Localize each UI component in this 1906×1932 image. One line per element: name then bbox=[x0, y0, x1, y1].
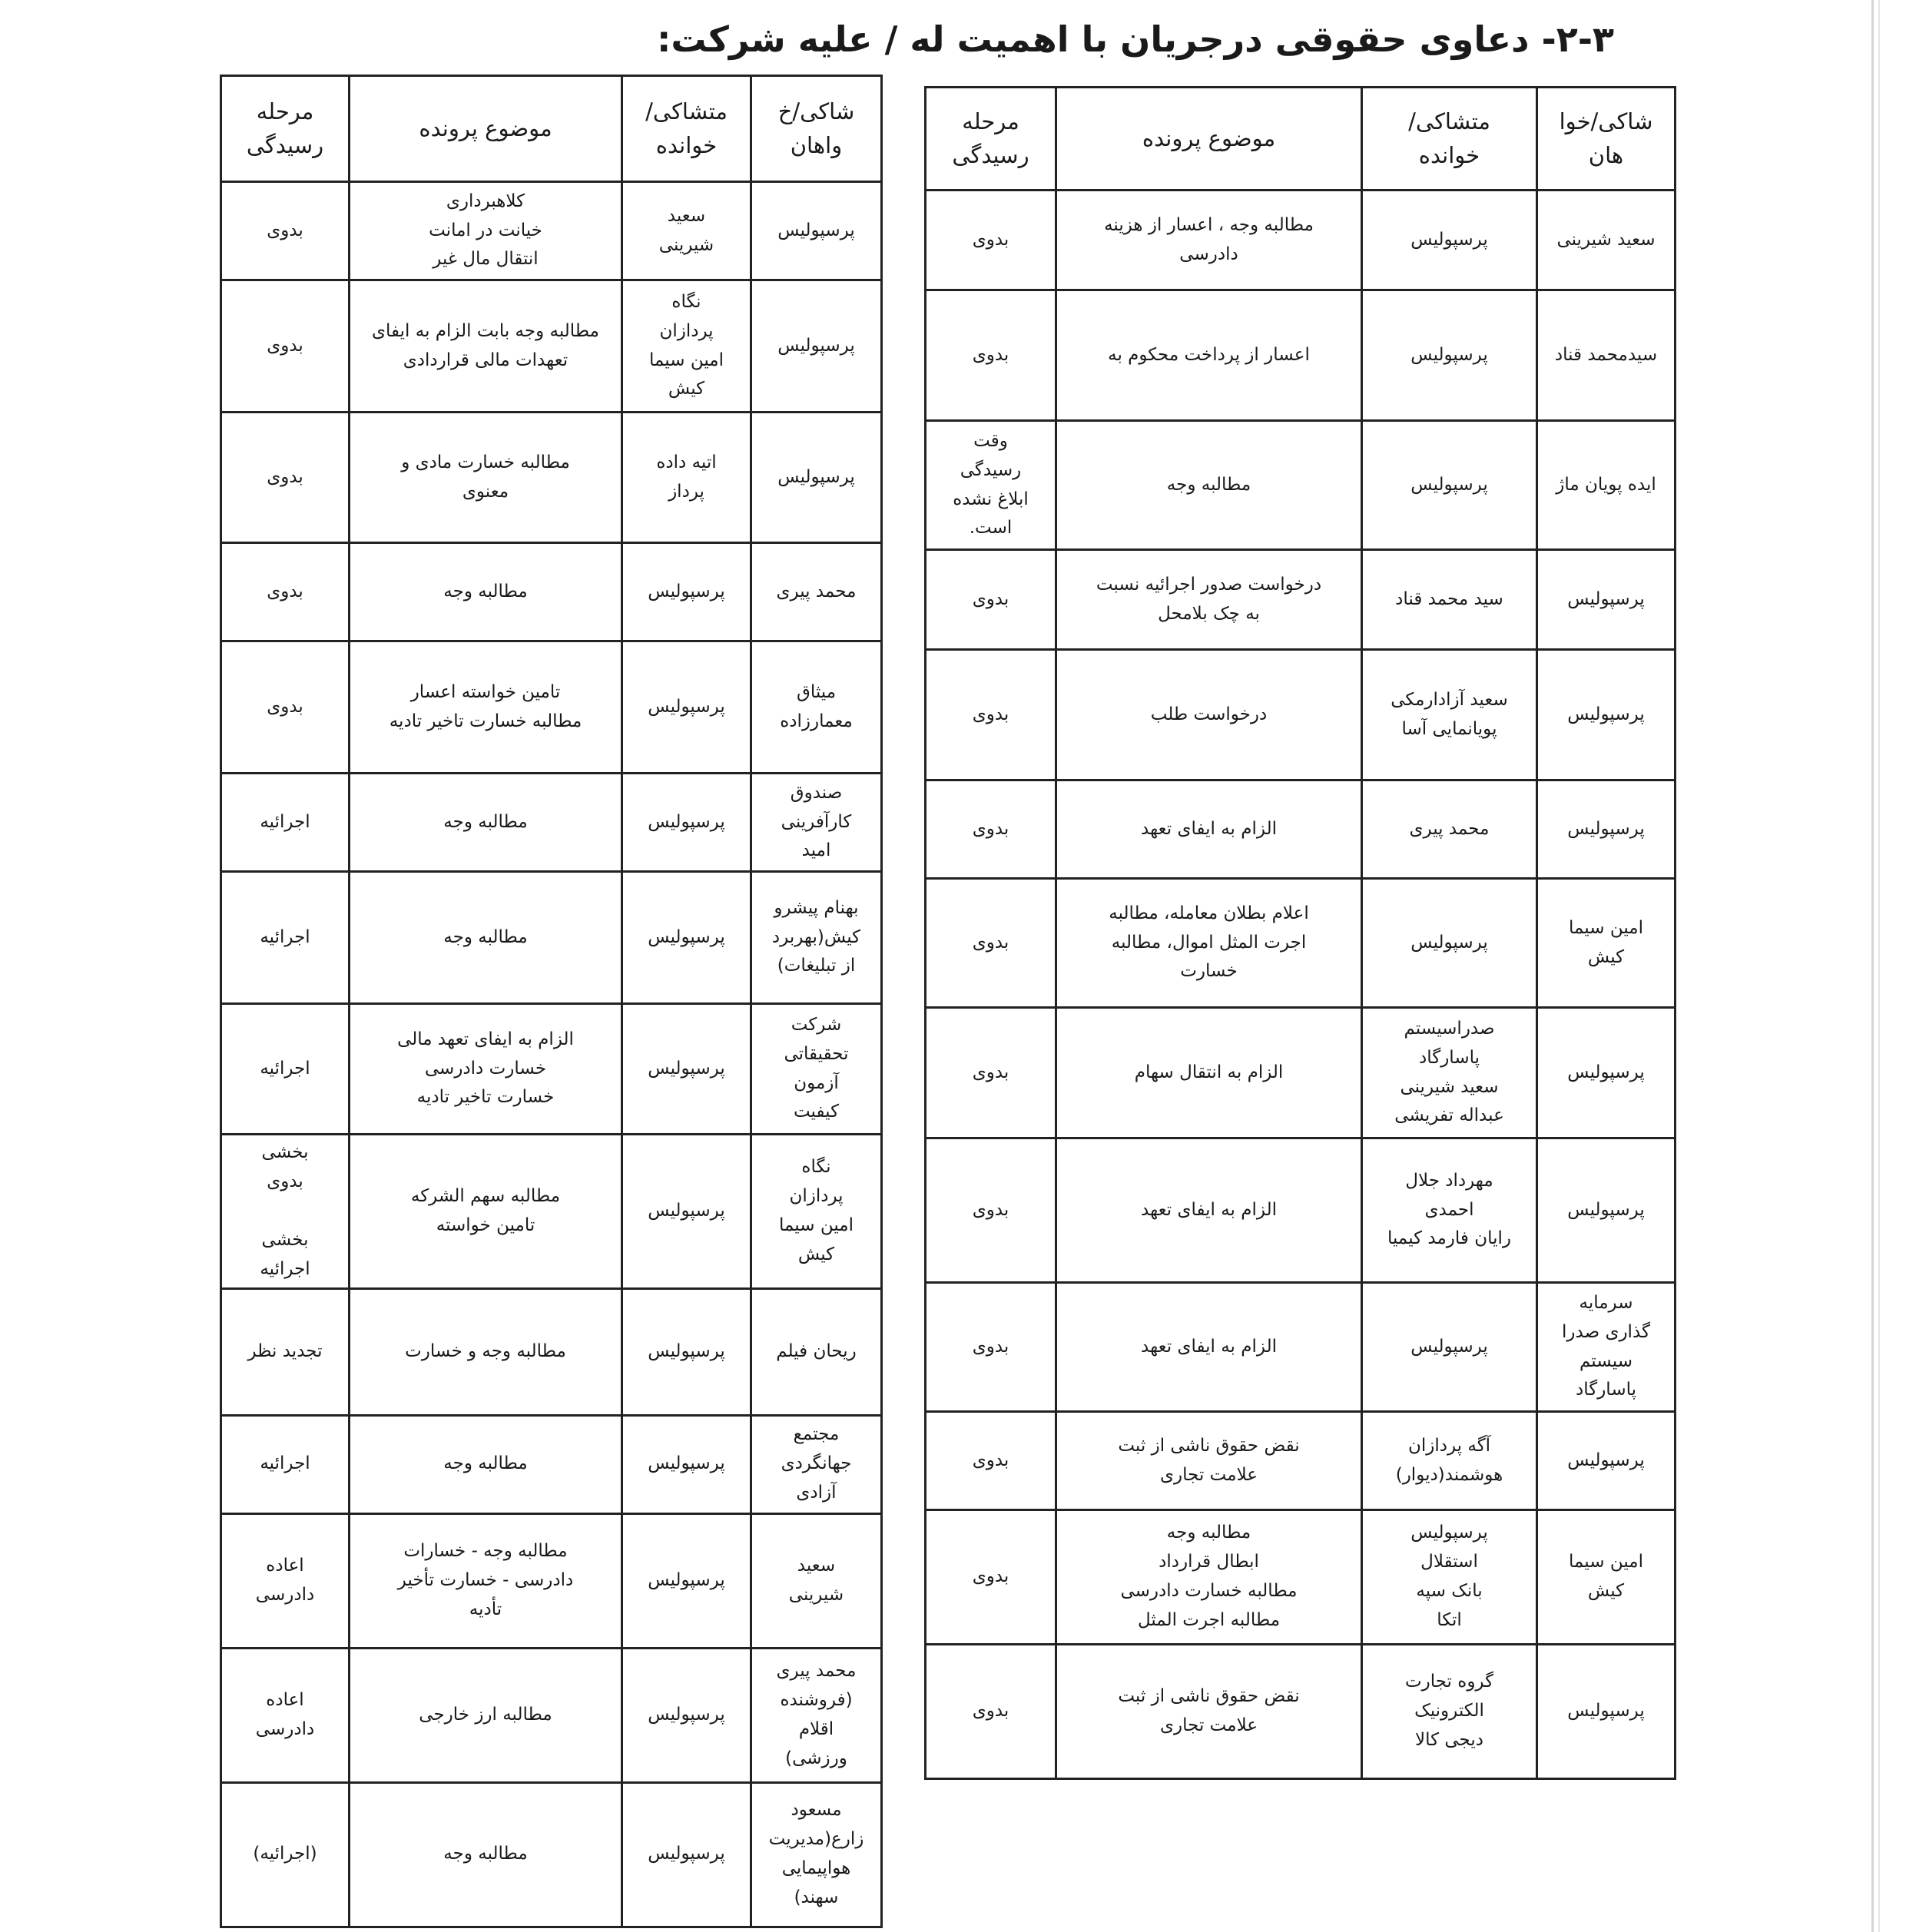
cell-stage: اجرائیه bbox=[221, 1415, 350, 1513]
table-row bbox=[221, 774, 882, 872]
table-row bbox=[926, 1510, 1676, 1645]
cell-stage: بدوی bbox=[926, 550, 1056, 650]
cell-plaintiff: پرسپولیس bbox=[751, 413, 882, 543]
page-title: ۲-۳- دعاوی حقوقی درجریان با اهمیت له / علیه شرکت: bbox=[656, 18, 1614, 60]
cell-plaintiff: سیدمحمد قناد bbox=[1537, 290, 1676, 421]
table-row bbox=[926, 1412, 1676, 1510]
cell-stage: بدوی bbox=[926, 1138, 1056, 1283]
cell-stage: بدوی bbox=[926, 1645, 1056, 1779]
table-row bbox=[926, 1138, 1676, 1283]
cell-defendant: اتیه داده پرداز bbox=[622, 413, 751, 543]
cell-stage: اعاده دادرسی bbox=[221, 1648, 350, 1782]
lawsuits-table-left bbox=[220, 75, 883, 1928]
table-row bbox=[221, 413, 882, 543]
cell-defendant: محمد پیری bbox=[1362, 780, 1537, 879]
cell-defendant: پرسپولیس bbox=[1362, 879, 1537, 1008]
cell-case-subject: مطالبه وجه bbox=[350, 1782, 622, 1927]
cell-stage: اجرائیه bbox=[221, 1004, 350, 1135]
cell-defendant: پرسپولیس bbox=[622, 1513, 751, 1648]
table-row bbox=[221, 1004, 882, 1135]
cell-plaintiff: سعید شیرینی bbox=[1537, 191, 1676, 290]
table-body bbox=[221, 182, 882, 1927]
cell-defendant: پرسپولیس bbox=[622, 641, 751, 774]
cell-plaintiff: پرسپولیس bbox=[751, 182, 882, 280]
cell-case-subject: مطالبه خسارت مادی و معنوی bbox=[350, 413, 622, 543]
cell-plaintiff: مجتمع جهانگردی آزادی bbox=[751, 1415, 882, 1513]
cell-case-subject: الزام به ایفای تعهد مالی خسارت دادرسی خسارت تاخیر تادیه bbox=[350, 1004, 622, 1135]
cell-case-subject: الزام به ایفای تعهد bbox=[1056, 1138, 1362, 1283]
table-row bbox=[926, 650, 1676, 780]
cell-stage: بدوی bbox=[221, 413, 350, 543]
cell-plaintiff: پرسپولیس bbox=[1537, 1645, 1676, 1779]
cell-plaintiff: محمد پیری (فروشنده اقلام ورزشی) bbox=[751, 1648, 882, 1782]
cell-stage: بدوی bbox=[926, 879, 1056, 1008]
table-row bbox=[221, 1415, 882, 1513]
cell-stage: بدوی bbox=[926, 1008, 1056, 1138]
cell-defendant: سعید شیرینی bbox=[622, 182, 751, 280]
header-case-subject: موضوع پرونده bbox=[350, 76, 622, 182]
cell-plaintiff: محمد پیری bbox=[751, 543, 882, 641]
cell-defendant: پرسپولیس bbox=[622, 872, 751, 1004]
table-row bbox=[221, 1648, 882, 1782]
cell-case-subject: اعسار از پرداخت محکوم به bbox=[1056, 290, 1362, 421]
cell-plaintiff: پرسپولیس bbox=[1537, 1008, 1676, 1138]
table-row bbox=[221, 1782, 882, 1927]
table-row bbox=[926, 290, 1676, 421]
cell-plaintiff: سرمایه گذاری صدرا سیستم پاسارگاد bbox=[1537, 1283, 1676, 1412]
cell-stage: اجرائیه bbox=[221, 774, 350, 872]
cell-case-subject: درخواست صدور اجرائیه نسبت به چک بلامحل bbox=[1056, 550, 1362, 650]
table-row bbox=[221, 1288, 882, 1415]
cell-defendant: پرسپولیس bbox=[622, 1782, 751, 1927]
cell-case-subject: مطالبه سهم الشرکه تامین خواسته bbox=[350, 1135, 622, 1289]
cell-defendant: پرسپولیس bbox=[622, 1415, 751, 1513]
cell-stage: بدوی bbox=[926, 290, 1056, 421]
cell-defendant: پرسپولیس bbox=[622, 1648, 751, 1782]
cell-case-subject: الزام به انتقال سهام bbox=[1056, 1008, 1362, 1138]
cell-defendant: آگه پردازان هوشمند(دیوار) bbox=[1362, 1412, 1537, 1510]
cell-case-subject: مطالبه وجه ، اعسار از هزینه دادرسی bbox=[1056, 191, 1362, 290]
table-row bbox=[221, 872, 882, 1004]
cell-plaintiff: امین سیما کیش bbox=[1537, 879, 1676, 1008]
cell-defendant: سید محمد قناد bbox=[1362, 550, 1537, 650]
cell-stage: بدوی bbox=[926, 780, 1056, 879]
cell-defendant: پرسپولیس bbox=[622, 543, 751, 641]
table-row bbox=[221, 1135, 882, 1289]
table-row bbox=[926, 780, 1676, 879]
cell-plaintiff: ایده پویان ماژ bbox=[1537, 421, 1676, 550]
scan-edge-line bbox=[1871, 0, 1874, 1932]
cell-defendant: پرسپولیس bbox=[1362, 290, 1537, 421]
cell-case-subject: الزام به ایفای تعهد bbox=[1056, 780, 1362, 879]
table-row bbox=[926, 421, 1676, 550]
cell-stage: بدوی bbox=[926, 1412, 1056, 1510]
table-row bbox=[221, 641, 882, 774]
cell-plaintiff: پرسپولیس bbox=[1537, 1138, 1676, 1283]
header-stage: مرحله رسیدگی bbox=[926, 88, 1056, 191]
table-row bbox=[926, 550, 1676, 650]
cell-plaintiff: میثاق معمارزاده bbox=[751, 641, 882, 774]
table-row bbox=[221, 182, 882, 280]
cell-case-subject: کلاهبرداری خیانت در امانت انتقال مال غیر bbox=[350, 182, 622, 280]
cell-defendant: پرسپولیس bbox=[622, 1288, 751, 1415]
cell-defendant: صدراسیستم پاسارگاد سعید شیرینی عبداله تفریشی bbox=[1362, 1008, 1537, 1138]
cell-plaintiff: پرسپولیس bbox=[1537, 550, 1676, 650]
cell-stage: (اجرائیه) bbox=[221, 1782, 350, 1927]
cell-case-subject: اعلام بطلان معامله، مطالبه اجرت المثل اموال، مطالبه خسارت bbox=[1056, 879, 1362, 1008]
table-row bbox=[926, 191, 1676, 290]
cell-stage: بدوی bbox=[221, 182, 350, 280]
header-stage: مرحله رسیدگی bbox=[221, 76, 350, 182]
cell-plaintiff: نگاه پردازان امین سیما کیش bbox=[751, 1135, 882, 1289]
cell-plaintiff: شرکت تحقیقاتی آزمون کیفیت bbox=[751, 1004, 882, 1135]
cell-case-subject: نقض حقوق ناشی از ثبت علامت تجاری bbox=[1056, 1645, 1362, 1779]
cell-stage: بدوی bbox=[221, 641, 350, 774]
header-plaintiff: شاکی/خ واهان bbox=[751, 76, 882, 182]
cell-defendant: گروه تجارت الکترونیک دیجی کالا bbox=[1362, 1645, 1537, 1779]
cell-stage: بدوی bbox=[926, 650, 1056, 780]
cell-defendant: پرسپولیس bbox=[622, 1004, 751, 1135]
cell-case-subject: مطالبه وجه bbox=[350, 543, 622, 641]
cell-case-subject: مطالبه ارز خارجی bbox=[350, 1648, 622, 1782]
cell-defendant: پرسپولیس bbox=[1362, 421, 1537, 550]
cell-plaintiff: امین سیما کیش bbox=[1537, 1510, 1676, 1645]
cell-case-subject: مطالبه وجه - خسارات دادرسی - خسارت تأخیر تأدیه bbox=[350, 1513, 622, 1648]
cell-defendant: نگاه پردازان امین سیما کیش bbox=[622, 280, 751, 413]
cell-case-subject: مطالبه وجه ابطال قرارداد مطالبه خسارت دادرسی مطالبه اجرت المثل bbox=[1056, 1510, 1362, 1645]
cell-stage: بدوی bbox=[926, 1510, 1056, 1645]
cell-plaintiff: پرسپولیس bbox=[1537, 1412, 1676, 1510]
table-header-row bbox=[926, 88, 1676, 191]
scan-edge-line bbox=[1878, 0, 1880, 1932]
cell-defendant: پرسپولیس bbox=[622, 774, 751, 872]
header-case-subject: موضوع پرونده bbox=[1056, 88, 1362, 191]
cell-plaintiff: پرسپولیس bbox=[1537, 650, 1676, 780]
header-defendant: متشاکی/ خوانده bbox=[622, 76, 751, 182]
cell-case-subject: نقض حقوق ناشی از ثبت علامت تجاری bbox=[1056, 1412, 1362, 1510]
cell-case-subject: مطالبه وجه بابت الزام به ایفای تعهدات مالی قراردادی bbox=[350, 280, 622, 413]
cell-case-subject: درخواست طلب bbox=[1056, 650, 1362, 780]
cell-stage: بخشی بدوی بخشی اجرائیه bbox=[221, 1135, 350, 1289]
cell-defendant: پرسپولیس bbox=[622, 1135, 751, 1289]
cell-defendant: سعید آزادارمکی پویانمایی آسا bbox=[1362, 650, 1537, 780]
cell-plaintiff: پرسپولیس bbox=[751, 280, 882, 413]
table-row bbox=[221, 280, 882, 413]
table-body bbox=[926, 191, 1676, 1779]
cell-case-subject: مطالبه وجه bbox=[350, 1415, 622, 1513]
table-row bbox=[926, 1283, 1676, 1412]
cell-stage: بدوی bbox=[221, 543, 350, 641]
cell-plaintiff: پرسپولیس bbox=[1537, 780, 1676, 879]
cell-stage: تجدید نظر bbox=[221, 1288, 350, 1415]
cell-case-subject: مطالبه وجه bbox=[350, 774, 622, 872]
cell-case-subject: مطالبه وجه و خسارت bbox=[350, 1288, 622, 1415]
cell-case-subject: مطالبه وجه bbox=[350, 872, 622, 1004]
cell-stage: اعاده دادرسی bbox=[221, 1513, 350, 1648]
header-defendant: متشاکی/ خوانده bbox=[1362, 88, 1537, 191]
cell-case-subject: الزام به ایفای تعهد bbox=[1056, 1283, 1362, 1412]
cell-plaintiff: صندوق کارآفرینی امید bbox=[751, 774, 882, 872]
cell-case-subject: مطالبه وجه bbox=[1056, 421, 1362, 550]
table-row bbox=[926, 1008, 1676, 1138]
table-row bbox=[221, 1513, 882, 1648]
cell-defendant: پرسپولیس استقلال بانک سپه اتکا bbox=[1362, 1510, 1537, 1645]
cell-stage: بدوی bbox=[926, 1283, 1056, 1412]
header-plaintiff: شاکی/خوا هان bbox=[1537, 88, 1676, 191]
table-header-row bbox=[221, 76, 882, 182]
cell-plaintiff: سعید شیرینی bbox=[751, 1513, 882, 1648]
cell-plaintiff: مسعود زارع(مدیریت هواپیمایی سهند) bbox=[751, 1782, 882, 1927]
cell-defendant: مهرداد جلال احمدی رایان فارمد کیمیا bbox=[1362, 1138, 1537, 1283]
table-row bbox=[221, 543, 882, 641]
cell-stage: بدوی bbox=[926, 191, 1056, 290]
cell-plaintiff: ریحان فیلم bbox=[751, 1288, 882, 1415]
table-row bbox=[926, 879, 1676, 1008]
cell-stage: وقت رسیدگی ابلاغ نشده است. bbox=[926, 421, 1056, 550]
cell-stage: بدوی bbox=[221, 280, 350, 413]
cell-case-subject: تامین خواسته اعسار مطالبه خسارت تاخیر تادیه bbox=[350, 641, 622, 774]
cell-stage: اجرائیه bbox=[221, 872, 350, 1004]
cell-plaintiff: بهنام پیشرو کیش(بهربرد از تبلیغات) bbox=[751, 872, 882, 1004]
cell-defendant: پرسپولیس bbox=[1362, 1283, 1537, 1412]
cell-defendant: پرسپولیس bbox=[1362, 191, 1537, 290]
table-row bbox=[926, 1645, 1676, 1779]
lawsuits-table-right bbox=[924, 86, 1676, 1780]
